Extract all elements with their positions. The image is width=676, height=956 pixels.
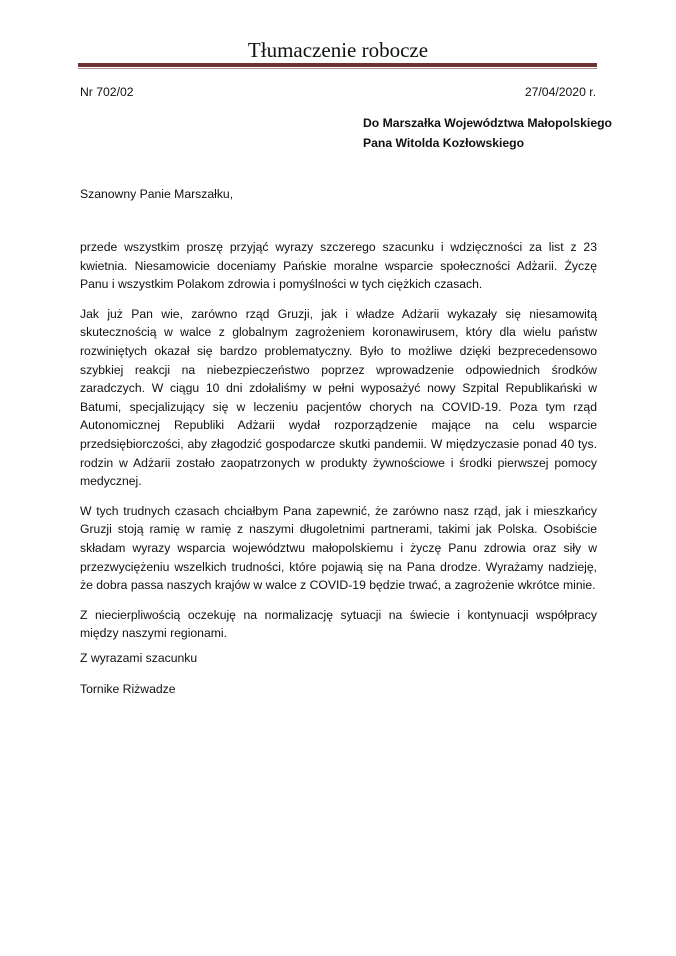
signatory-name: Tornike Riżwadze xyxy=(80,682,176,696)
reference-number: Nr 702/02 xyxy=(80,85,134,99)
body-paragraph-1: przede wszystkim proszę przyjąć wyrazy szczerego szacunku i wdzięczności za list z 23 kwietnia. Niesamowicie doceniamy Pańskie moralne wsparcie społeczności Adżarii. Życzę Panu i wszystkim Polakom zdrowia i pomyślności w tych ciężkich czasach. xyxy=(80,240,597,292)
salutation: Szanowny Panie Marszałku, xyxy=(80,187,234,201)
recipient-block xyxy=(363,113,612,153)
body-paragraph-3: W tych trudnych czasach chciałbym Pana zapewnić, że zarówno nasz rząd, jak i mieszkańcy Gruzji stoją ramię w ramię z naszymi długoletnimi partnerami, takimi jak Polska. Osobiście składam wyrazy wsparcia województwu małopolskiemu i życzę Panu zdrowia oraz siły w przezwyciężeniu wszelkich trudności, które pojawią się na Pana drodze. Wyrażamy nadzieję, że dobra passa naszych krajów w walce z COVID-19 będzie trwać, a zagrożenie wkrótce minie. xyxy=(80,503,597,593)
document-title: Tłumaczenie robocze xyxy=(247,38,429,62)
body-paragraph-2: Jak już Pan wie, zarówno rząd Gruzji, jak i władze Adżarii wykazały się niesamowitą skutecznością w walce z globalnym zagrożeniem koronawirusem, który dla wielu państw rozwiniętych okazał się bardzo problematyczny. Było to możliwe dzięki bezprecedensowo szybkiej reakcji na niebezpieczeństwo poprzez wprowadzenie odpowiednich środków zaradczych. W ciągu 10 dni zdołaliśmy w pełni wyposażyć nowy Szpital Republikański w Batumi, specjalizujący się w leczeniu pacjentów chorych na COVID-19. Poza tym rząd Autonomicznej Republiki Adżarii wydał rozporządzenie mające na celu wsparcie przedsiębiorczości, aby złagodzić gospodarcze skutki pandemii. W międzyczasie ponad 40 tys. rodzin w Adżarii zostało zaopatrzonych w produkty żywnościowe i środki pierwszej pomocy medycznej. xyxy=(80,306,597,489)
closing: Z wyrazami szacunku xyxy=(80,651,198,665)
recipient-line-1: Do Marszałka Województwa Małopolskiego xyxy=(363,116,612,130)
letter-body xyxy=(80,238,597,654)
body-paragraph-4: Z niecierpliwością oczekuję na normalizację sytuacji na świecie i kontynuacji współpracy między naszymi regionami. xyxy=(80,607,597,641)
title-underline xyxy=(78,63,597,67)
letter-date: 27/04/2020 r. xyxy=(524,85,596,99)
recipient-line-2: Pana Witolda Kozłowskiego xyxy=(363,136,525,150)
title-underline-thin xyxy=(78,68,597,69)
